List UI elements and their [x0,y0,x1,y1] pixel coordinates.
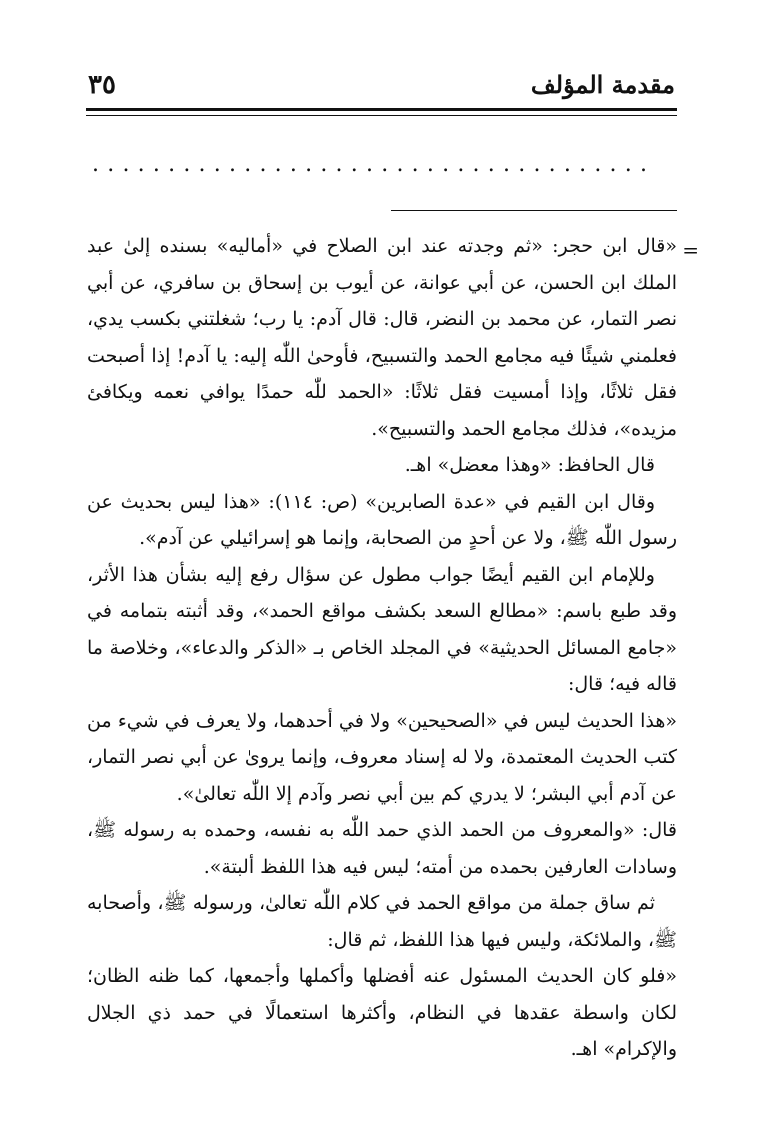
paragraph-conclusion: «فلو كان الحديث المسئول عنه أفضلها وأكملها وأجمعها، كما ظنه الظان؛ لكان واسطة عقدها في النظام، وأكثرها استعمالًا في حمد ذي الجلال والإكرام» اهـ. [87,965,677,1060]
paragraph-quote-hadith: «هذا الحديث ليس في «الصحيحين» ولا في أحدهما، ولا يعرف في شيء من كتب الحديث المعتمدة، ولا له إسناد معروف، وإنما يروىٰ عن أبي نصر التمار، عن آدم أبي البشر؛ لا يدري كم بين أبي نصر وآدم إلا اللّٰه تعالىٰ». [87,709,677,805]
page-number: ٣٥ [88,70,116,100]
header-rule-thin [86,115,677,116]
running-title: مقدمة المؤلف [530,70,675,99]
page-header [88,66,675,104]
paragraph-hafiz: قال الحافظ: «وهذا معضل» اهـ. [404,454,655,476]
paragraph-ibn-hajar: «قال ابن حجر: «ثم وجدته عند ابن الصلاح في «أماليه» بسنده إلىٰ عبد الملك ابن الحسن، عن أبي عوانة، عن أيوب بن إسحاق بن سافري، عن أبي نصر التمار، عن محمد بن النضر، قال: قال آدم: يا رب؛ شغلتني بكسب يدي، فعلمني شيئًا فيه مجامع الحمد والتسبيح، فأوحىٰ اللّٰه إليه: يا آدم! إذا أصبحت فقل ثلاثًا، وإذا أمسيت فقل ثلاثًا: «الحمد للّٰه حمدًا يوافي نعمه ويكافئ مزيده»، فذلك مجامع الحمد والتسبيح». [87,235,677,440]
paragraph-quote-maruf: قال: «والمعروف من الحمد الذي حمد اللّٰه به نفسه، وحمده به رسوله ﷺ، وسادات العارفين بحمده من أمته؛ ليس فيه هذا اللفظ ألبتة». [87,819,677,878]
section-separator-dots: . . . . . . . . . . . . . . . . . . . . . . . . . . . . . . . . . . . . . [92,152,647,177]
header-rule-thick [86,108,677,111]
continuation-mark: = [682,238,699,262]
paragraph-ibn-qayyim-answer: وللإمام ابن القيم أيضًا جواب مطول عن سؤال رفع إليه بشأن هذا الأثر، وقد طبع باسم: «مطالع السعد بكشف مواقع الحمد»، وقد أثبته بتمامه في «جامع المسائل الحديثية» في المجلد الخاص بـ «الذكر والدعاء»، وخلاصة ما قاله فيه؛ قال: [87,563,677,695]
paragraph-ibn-qayyim-uddah: وقال ابن القيم في «عدة الصابرين» (ص: ١١٤): «هذا ليس بحديث عن رسول اللّٰه ﷺ، ولا عن أحدٍ من الصحابة، وإنما هو إسرائيلي عن آدم». [87,490,677,549]
footnote-rule [391,210,677,211]
paragraph-mawaqi: ثم ساق جملة من مواقع الحمد في كلام اللّٰه تعالىٰ، ورسوله ﷺ، وأصحابه ﷺ، والملائكة، وليس فيها هذا اللفظ، ثم قال: [87,892,677,951]
footnote-body [87,228,677,1068]
